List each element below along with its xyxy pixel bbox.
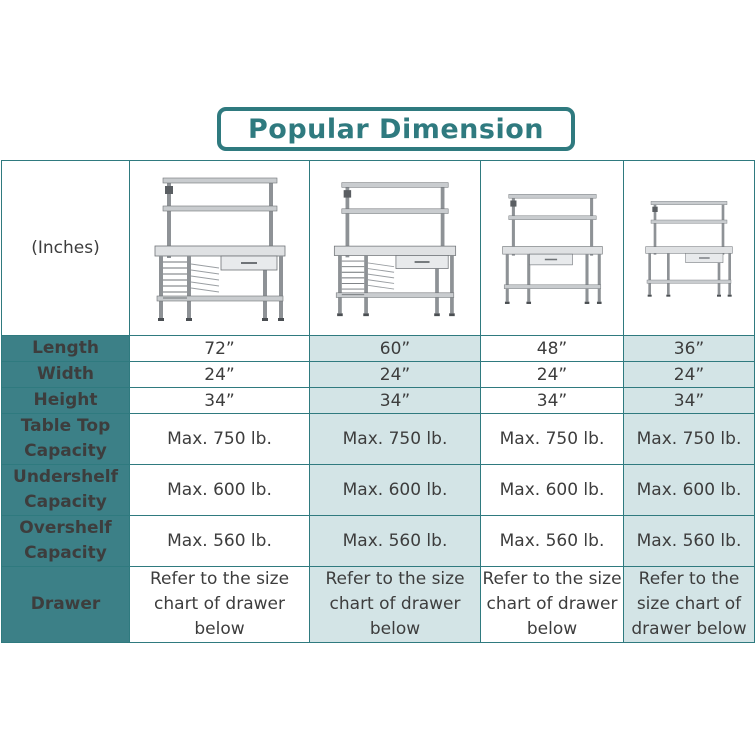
cell-width: 24” xyxy=(310,362,481,388)
cell-undershelf: Max. 600 lb. xyxy=(310,465,481,516)
row-label-width: Width xyxy=(2,362,130,388)
page-title: Popular Dimension xyxy=(247,113,544,145)
cell-overshelf: Max. 560 lb. xyxy=(624,516,755,567)
image-row xyxy=(2,161,755,336)
cell-length: 36” xyxy=(624,336,755,362)
title-banner xyxy=(217,107,575,151)
cell-drawer: Refer to the size chart of drawer below xyxy=(481,567,624,643)
cell-table-top: Max. 750 lb. xyxy=(130,414,310,465)
undershelf-row xyxy=(2,465,755,516)
cell-width: 24” xyxy=(130,362,310,388)
cell-overshelf: Max. 560 lb. xyxy=(130,516,310,567)
work-table-image xyxy=(639,168,739,328)
cell-drawer: Refer to the size chart of drawer below xyxy=(130,567,310,643)
cell-length: 60” xyxy=(310,336,481,362)
drawer-row xyxy=(2,567,755,643)
cell-undershelf: Max. 600 lb. xyxy=(624,465,755,516)
row-label-undershelf: Undershelf Capacity xyxy=(2,465,130,516)
cell-overshelf: Max. 560 lb. xyxy=(481,516,624,567)
cell-undershelf: Max. 600 lb. xyxy=(130,465,310,516)
product-image-36 xyxy=(624,161,755,336)
work-table-image xyxy=(325,168,465,328)
row-label-table-top: Table Top Capacity xyxy=(2,414,130,465)
cell-table-top: Max. 750 lb. xyxy=(310,414,481,465)
width-row xyxy=(2,362,755,388)
row-label-drawer: Drawer xyxy=(2,567,130,643)
cell-width: 24” xyxy=(624,362,755,388)
cell-height: 34” xyxy=(481,388,624,414)
cell-height: 34” xyxy=(624,388,755,414)
row-label-length: Length xyxy=(2,336,130,362)
cell-drawer: Refer to the size chart of drawer below xyxy=(310,567,481,643)
cell-length: 48” xyxy=(481,336,624,362)
product-image-72 xyxy=(130,161,310,336)
work-table-image xyxy=(495,168,610,328)
dimension-table xyxy=(1,160,755,643)
work-table-image xyxy=(145,168,295,328)
cell-length: 72” xyxy=(130,336,310,362)
table-top-row xyxy=(2,414,755,465)
cell-height: 34” xyxy=(130,388,310,414)
cell-undershelf: Max. 600 lb. xyxy=(481,465,624,516)
product-image-48 xyxy=(481,161,624,336)
cell-height: 34” xyxy=(310,388,481,414)
row-label-height: Height xyxy=(2,388,130,414)
length-row xyxy=(2,336,755,362)
cell-overshelf: Max. 560 lb. xyxy=(310,516,481,567)
cell-width: 24” xyxy=(481,362,624,388)
overshelf-row xyxy=(2,516,755,567)
cell-table-top: Max. 750 lb. xyxy=(624,414,755,465)
unit-label: (Inches) xyxy=(2,161,130,336)
row-label-overshelf: Overshelf Capacity xyxy=(2,516,130,567)
height-row xyxy=(2,388,755,414)
cell-table-top: Max. 750 lb. xyxy=(481,414,624,465)
product-image-60 xyxy=(310,161,481,336)
cell-drawer: Refer to the size chart of drawer below xyxy=(624,567,755,643)
